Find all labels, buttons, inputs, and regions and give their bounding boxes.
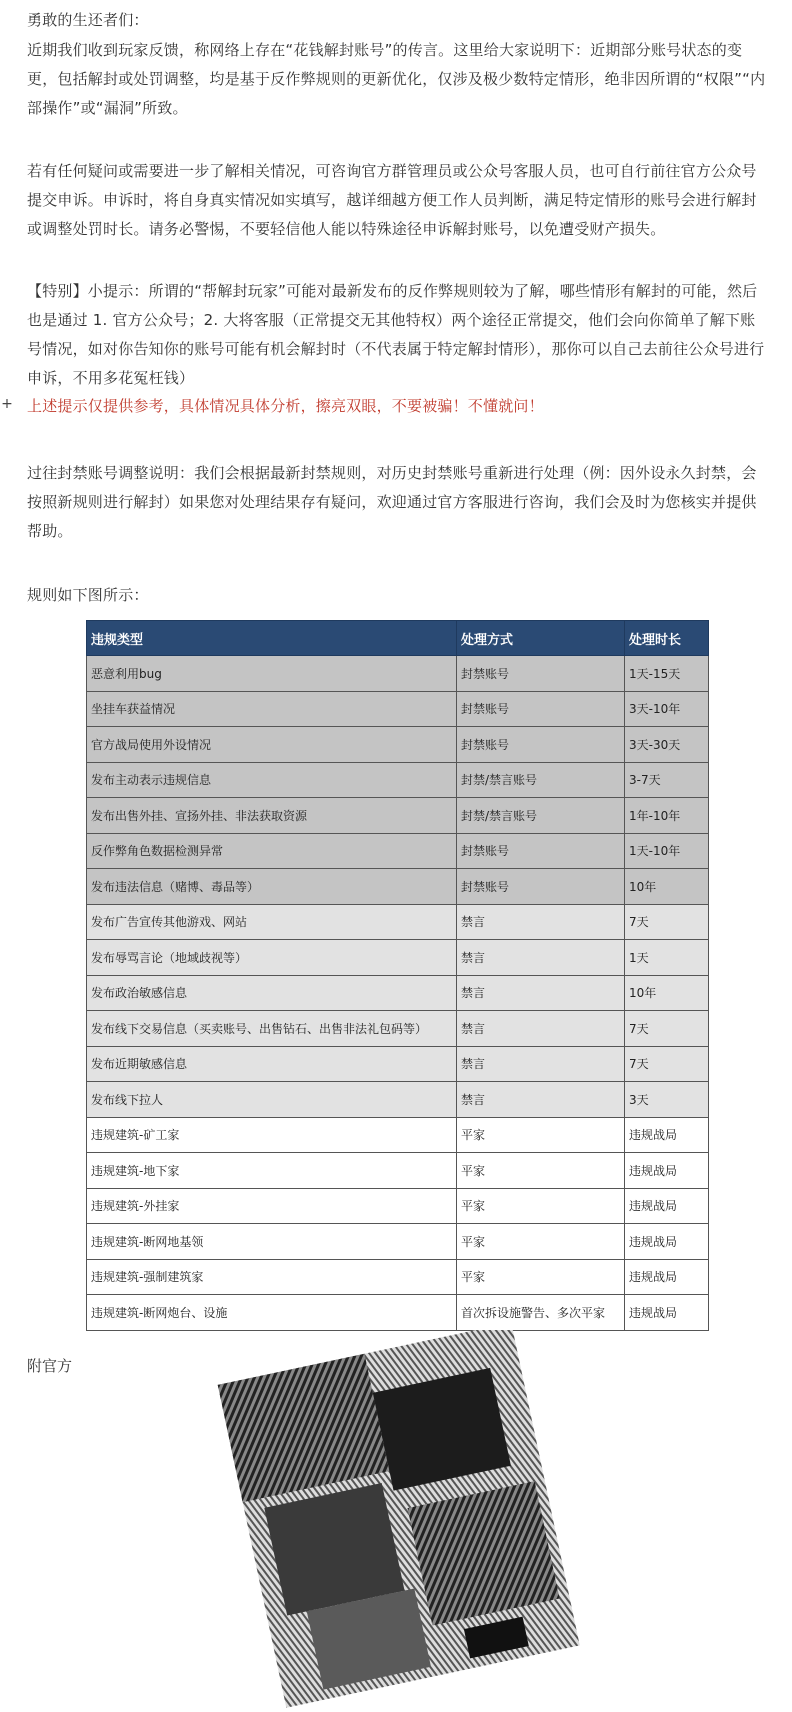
paragraph-rumor-clarification: 近期我们收到玩家反馈，称网络上存在“花钱解封账号”的传言。这里给大家说明下：近期部分账号状态的变更，包括解封或处罚调整，均是基于反作弊规则的更新优化，仅涉及极少数特定情形，绝非因所谓的“权限”“内部操作”或“漏洞”所致。: [27, 41, 766, 117]
paragraph-appeal-guidance: 若有任何疑问或需要进一步了解相关情况，可咨询官方群管理员或公众号客服人员，也可自行前往官方公众号提交申诉。申诉时，将自身真实情况如实填写，越详细越方便工作人员判断，满足特定情形的账号会进行解封或调整处罚时长。请务必警惕，不要轻信他人能以特殊途径申诉解封账号，以免遭受财产损失。: [27, 162, 757, 238]
cell-violation-type: 发布主动表示违规信息: [87, 762, 457, 798]
cell-handling-method: 禁言: [457, 904, 625, 940]
table-row: [87, 975, 709, 1011]
cell-violation-type: 违规建筑-地下家: [87, 1153, 457, 1189]
cell-duration: 3天-30天: [625, 727, 709, 763]
cell-violation-type: 发布政治敏感信息: [87, 975, 457, 1011]
cell-duration: 3天: [625, 1082, 709, 1118]
cell-handling-method: 禁言: [457, 1011, 625, 1047]
cell-violation-type: 违规建筑-断网地基领: [87, 1224, 457, 1260]
header-duration: 处理时长: [625, 621, 709, 656]
header-handling-method: 处理方式: [457, 621, 625, 656]
warning-text: 上述提示仅提供参考，具体情况具体分析，擦亮双眼，不要被骗！不懂就问！: [27, 397, 544, 415]
cell-handling-method: 封禁账号: [457, 691, 625, 727]
qr-code-image: [190, 1330, 610, 1712]
cell-handling-method: 首次拆设施警告、多次平家: [457, 1295, 625, 1331]
cell-violation-type: 发布广告宣传其他游戏、网站: [87, 904, 457, 940]
cell-duration: 违规战局: [625, 1153, 709, 1189]
cell-duration: 违规战局: [625, 1295, 709, 1331]
cell-handling-method: 封禁/禁言账号: [457, 798, 625, 834]
cell-duration: 7天: [625, 904, 709, 940]
cell-duration: 违规战局: [625, 1224, 709, 1260]
table-row: [87, 1295, 709, 1331]
table-header-row: [87, 621, 709, 656]
cell-duration: 违规战局: [625, 1188, 709, 1224]
rules-table: [86, 620, 709, 1331]
cell-handling-method: 封禁账号: [457, 869, 625, 905]
table-row: [87, 1188, 709, 1224]
cell-duration: 1天-15天: [625, 656, 709, 692]
cell-duration: 3-7天: [625, 762, 709, 798]
cell-handling-method: 封禁/禁言账号: [457, 762, 625, 798]
table-row: [87, 1082, 709, 1118]
table-row: [87, 1117, 709, 1153]
attachment-label: 附官方: [27, 1357, 73, 1375]
cell-handling-method: 平家: [457, 1117, 625, 1153]
table-row: [87, 904, 709, 940]
table-row: [87, 1011, 709, 1047]
cell-violation-type: 官方战局使用外设情况: [87, 727, 457, 763]
cell-handling-method: 封禁账号: [457, 727, 625, 763]
cell-handling-method: 平家: [457, 1153, 625, 1189]
cell-violation-type: 发布辱骂言论（地域歧视等）: [87, 940, 457, 976]
table-row: [87, 1259, 709, 1295]
table-row: [87, 727, 709, 763]
table-row: [87, 1046, 709, 1082]
table-row: [87, 1153, 709, 1189]
cell-violation-type: 发布出售外挂、宣扬外挂、非法获取资源: [87, 798, 457, 834]
cell-handling-method: 封禁账号: [457, 833, 625, 869]
cell-duration: 1年-10年: [625, 798, 709, 834]
cell-violation-type: 发布线下拉人: [87, 1082, 457, 1118]
cell-violation-type: 违规建筑-强制建筑家: [87, 1259, 457, 1295]
cell-violation-type: 反作弊角色数据检测异常: [87, 833, 457, 869]
cell-handling-method: 平家: [457, 1259, 625, 1295]
paragraph-past-bans: 过往封禁账号调整说明：我们会根据最新封禁规则，对历史封禁账号重新进行处理（例：因外设永久封禁，会按照新规则进行解封）如果您对处理结果存有疑问，欢迎通过官方客服进行咨询，我们会及时为您核实并提供帮助。: [27, 464, 757, 540]
cell-violation-type: 违规建筑-外挂家: [87, 1188, 457, 1224]
cell-handling-method: 禁言: [457, 1046, 625, 1082]
table-row: [87, 656, 709, 692]
cell-duration: 10年: [625, 869, 709, 905]
cell-duration: 3天-10年: [625, 691, 709, 727]
table-row: [87, 691, 709, 727]
table-row: [87, 940, 709, 976]
cell-duration: 7天: [625, 1011, 709, 1047]
cell-violation-type: 违规建筑-断网炮台、设施: [87, 1295, 457, 1331]
cell-violation-type: 违规建筑-矿工家: [87, 1117, 457, 1153]
cell-handling-method: 平家: [457, 1188, 625, 1224]
table-row: [87, 798, 709, 834]
paragraph-special-tip: 【特别】小提示：所谓的“帮解封玩家”可能对最新发布的反作弊规则较为了解，哪些情形有解封的可能，然后也是通过 1. 官方公众号；2. 大将客服（正常提交无其他特权）两个途径正常提交，他们会向你简单了解下账号情况，如对你告知你的账号可能有机会解封时（不代表属于特定解封情形），那你可以自己去前往公众号进行申诉，不用多花冤枉钱）: [27, 282, 765, 387]
cell-violation-type: 坐挂车获益情况: [87, 691, 457, 727]
cell-duration: 10年: [625, 975, 709, 1011]
header-violation-type: 违规类型: [87, 621, 457, 656]
cell-duration: 违规战局: [625, 1259, 709, 1295]
cell-violation-type: 发布线下交易信息（买卖账号、出售钻石、出售非法礼包码等）: [87, 1011, 457, 1047]
greeting: 勇敢的生还者们：: [27, 11, 149, 29]
cell-handling-method: 禁言: [457, 1082, 625, 1118]
rules-intro: 规则如下图所示：: [27, 586, 149, 604]
cell-handling-method: 禁言: [457, 940, 625, 976]
table-row: [87, 1224, 709, 1260]
table-row: [87, 833, 709, 869]
add-block-button[interactable]: +: [1, 396, 13, 412]
cell-handling-method: 封禁账号: [457, 656, 625, 692]
cell-duration: 1天: [625, 940, 709, 976]
cell-duration: 1天-10年: [625, 833, 709, 869]
cell-duration: 7天: [625, 1046, 709, 1082]
cell-duration: 违规战局: [625, 1117, 709, 1153]
cell-violation-type: 发布违法信息（赌博、毒品等）: [87, 869, 457, 905]
cell-violation-type: 发布近期敏感信息: [87, 1046, 457, 1082]
table-row: [87, 869, 709, 905]
cell-handling-method: 平家: [457, 1224, 625, 1260]
cell-violation-type: 恶意利用bug: [87, 656, 457, 692]
table-row: [87, 762, 709, 798]
cell-handling-method: 禁言: [457, 975, 625, 1011]
table-body: [87, 656, 709, 1331]
